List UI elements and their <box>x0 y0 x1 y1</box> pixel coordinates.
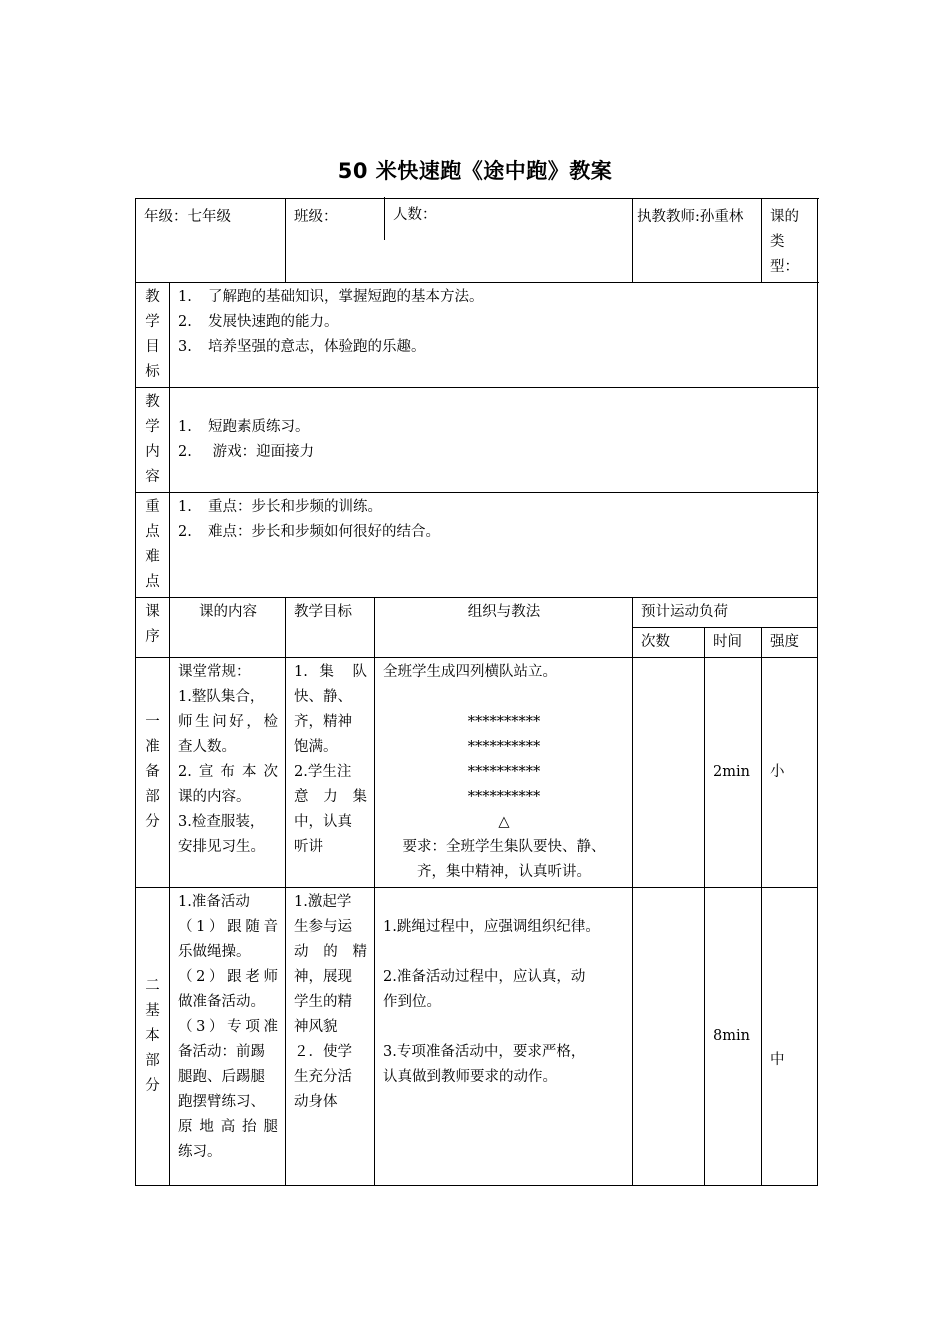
grade-cell: 年级：七年级 <box>136 199 286 283</box>
section-goal: 1. 集 队 快、静、 齐，精神 饱满。 2.学生注 意 力 集 中，认真 听讲 <box>286 658 375 888</box>
section-row <box>136 658 818 888</box>
section-label: 一准备部分 <box>136 658 170 888</box>
count-label: 人数： <box>384 197 632 240</box>
keypoints-label: 重点难点 <box>136 493 170 598</box>
section-label: 二基本部分 <box>136 888 170 1186</box>
content-item: 1. 短跑素质练习。 <box>178 419 310 435</box>
info-row <box>136 199 818 283</box>
section-method: 全班学生成四列横队站立。 ********** ********** ********** ********** △ 要求：全班学生集队要快、静、 齐，集中精神，认真听讲。 <box>375 658 633 888</box>
class-label: 班级： <box>294 209 338 225</box>
content-item: 2. 游戏：迎面接力 <box>178 444 315 460</box>
section-content: 课堂常规： 1.整队集合， 师生问好，检 查人数。 2.宣布本次 课的内容。 3.检查服装， 安排见习生。 <box>170 658 286 888</box>
section-content: 1.准备活动 （1）跟随音 乐做绳操。 （2）跟老师 做准备活动。 （3）专项准 备活动：前踢 腿跑、后踢腿 跑摆臂练习、 原地高抬腿 练习。 <box>170 888 286 1186</box>
objective-item: 1. 了解跑的基础知识，掌握短跑的基本方法。 <box>178 289 484 305</box>
class-cell <box>286 199 633 283</box>
objective-item: 3. 培养坚强的意志，体验跑的乐趣。 <box>178 339 426 355</box>
content-label: 教学内容 <box>136 388 170 493</box>
section-intensity: 中 <box>762 888 818 1186</box>
time-header: 时间 <box>705 628 762 658</box>
section-intensity: 小 <box>762 658 818 888</box>
lesson-plan-table <box>135 198 818 1186</box>
section-time: 8min <box>705 888 762 1186</box>
goal-header: 教学目标 <box>286 598 375 658</box>
content-header: 课的内容 <box>170 598 286 658</box>
sequence-header: 课序 <box>136 598 170 658</box>
content-row <box>136 388 818 493</box>
section-time: 2min <box>705 658 762 888</box>
teacher-cell: 执教教师:孙重林 <box>633 199 762 283</box>
load-header: 预计运动负荷 <box>633 598 818 628</box>
keypoint-item: 1. 重点：步长和步频的训练。 <box>178 499 382 515</box>
lesson-type-cell: 课的类型： <box>762 199 818 283</box>
formation-row: ********** <box>467 739 541 755</box>
objectives-row <box>136 283 818 388</box>
section-goal: 1.激起学 生参与运 动 的 精 神，展现 学生的精 神风貌 ２．使学 生充分活 动身体 <box>286 888 375 1186</box>
objectives-label: 教学目标 <box>136 283 170 388</box>
formation-row: ********** <box>467 789 541 805</box>
column-header-row <box>136 598 818 628</box>
objective-item: 2. 发展快速跑的能力。 <box>178 314 339 330</box>
content-cell <box>170 388 818 493</box>
teacher-marker: △ <box>498 814 510 830</box>
section-times <box>633 888 705 1186</box>
section-times <box>633 658 705 888</box>
intensity-header: 强度 <box>762 628 818 658</box>
section-row <box>136 888 818 1186</box>
keypoint-item: 2. 难点：步长和步频如何很好的结合。 <box>178 524 440 540</box>
formation-row: ********** <box>467 764 541 780</box>
method-header: 组织与教法 <box>375 598 633 658</box>
keypoints-cell <box>170 493 818 598</box>
formation-row: ********** <box>467 714 541 730</box>
keypoints-row <box>136 493 818 598</box>
times-header: 次数 <box>633 628 705 658</box>
objectives-cell <box>170 283 818 388</box>
section-method: 1.跳绳过程中，应强调组织纪律。 2.准备活动过程中，应认真，动 作到位。 3.专项准备活动中，要求严格， 认真做到教师要求的动作。 <box>375 888 633 1186</box>
document-title: 50 米快速跑《途中跑》教案 <box>337 159 613 183</box>
